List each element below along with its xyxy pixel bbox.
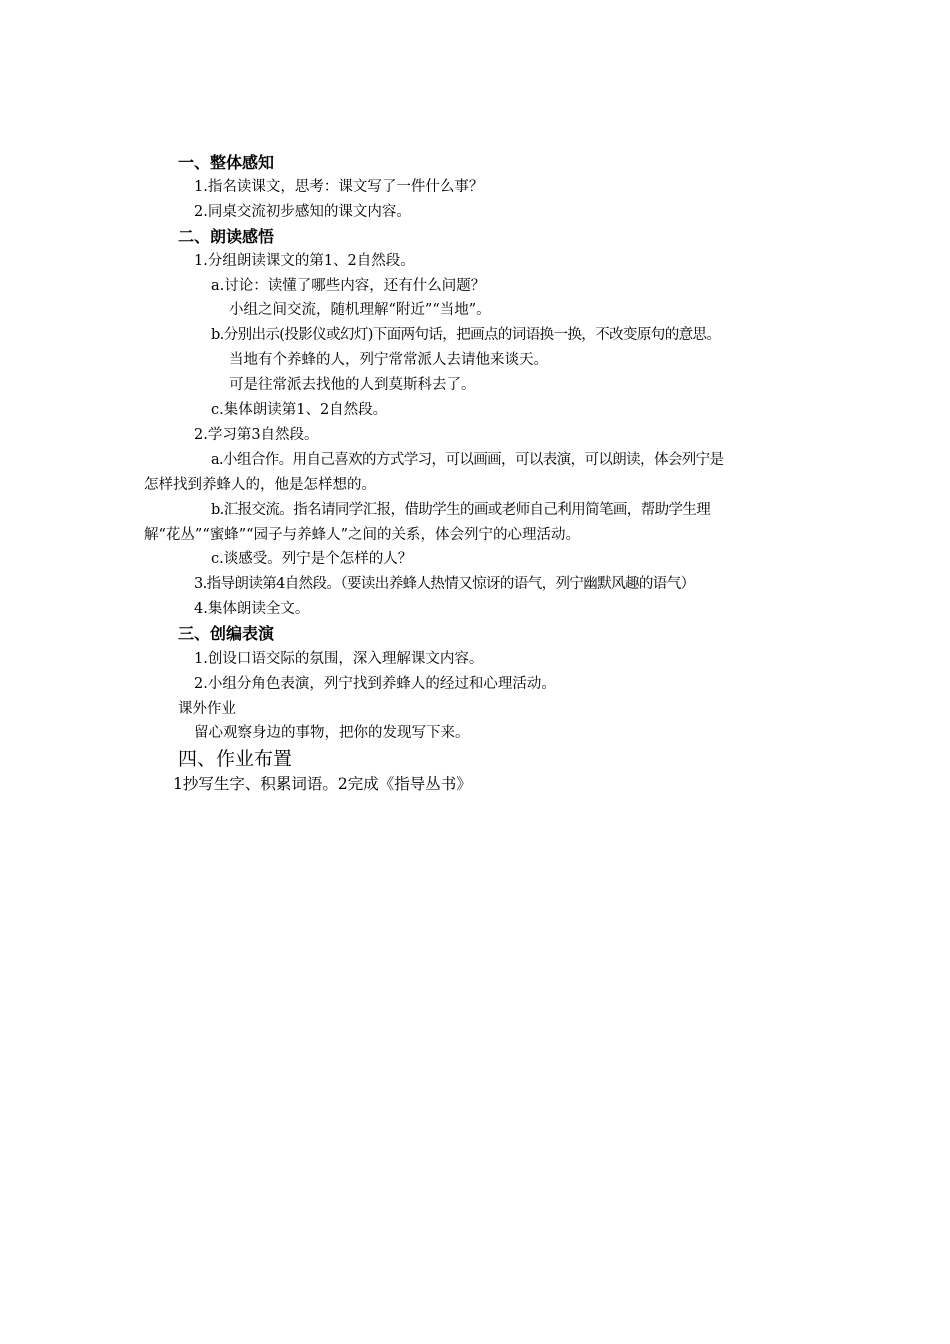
section2-item-2a-line-1: a.小组合作。用自己喜欢的方式学习，可以画画，可以表演，可以朗读，体会列宁是 <box>211 452 724 468</box>
section2-item-1a-detail: 小组之间交流，随机理解“附近”“当地”。 <box>229 302 491 318</box>
section4-heading: 四、作业布置 <box>178 748 293 770</box>
section2-item-1b-sentence-2: 可是往常派去找他的人到莫斯科去了。 <box>229 377 476 393</box>
section2-heading: 二、朗读感悟 <box>178 227 275 246</box>
section2-item-2b-line-2: 解“花丛”“蜜蜂”“园子与养蜂人”之间的关系，体会列宁的心理活动。 <box>144 527 580 543</box>
section1-item-2: 2.同桌交流初步感知的课文内容。 <box>194 204 411 220</box>
section2-item-2b-line-1: b.汇报交流。指名请同学汇报，借助学生的画或老师自己利用简笔画，帮助学生理 <box>211 502 711 518</box>
homework-extra-text: 留心观察身边的事物，把你的发现写下来。 <box>194 725 470 741</box>
section2-item-1b-sentence-1: 当地有个养蜂的人，列宁常常派人去请他来谈天。 <box>229 352 548 368</box>
section2-item-1c: c.集体朗读第1、2自然段。 <box>211 402 388 418</box>
section2-item-2a-line-2: 怎样找到养蜂人的，他是怎样想的。 <box>144 477 376 493</box>
section3-item-1: 1.创设口语交际的氛围，深入理解课文内容。 <box>194 651 484 667</box>
section2-item-4: 4.集体朗读全文。 <box>194 601 310 617</box>
section2-item-1a: a.讨论：读懂了哪些内容，还有什么问题？ <box>211 278 486 294</box>
section3-item-2: 2.小组分角色表演，列宁找到养蜂人的经过和心理活动。 <box>194 676 556 692</box>
section2-item-2: 2.学习第3自然段。 <box>194 427 319 443</box>
section2-item-2c: c.谈感受。列宁是个怎样的人？ <box>211 551 413 567</box>
section2-item-3: 3.指导朗读第4自然段。（要读出养蜂人热情又惊讶的语气，列宁幽默风趣的语气） <box>194 576 695 592</box>
section1-heading: 一、整体感知 <box>178 153 275 172</box>
section3-heading: 三、创编表演 <box>178 624 275 643</box>
section4-text: 1抄写生字、积累词语。2完成《指导丛书》 <box>173 775 472 793</box>
section1-item-1: 1.指名读课文，思考：课文写了一件什么事？ <box>194 179 484 195</box>
section2-item-1b: b.分别出示(投影仪或幻灯)下面两句话，把画点的词语换一换，不改变原句的意思。 <box>211 327 721 343</box>
homework-extra-title: 课外作业 <box>178 701 236 717</box>
section2-item-1: 1.分组朗读课文的第1、2自然段。 <box>194 253 415 269</box>
